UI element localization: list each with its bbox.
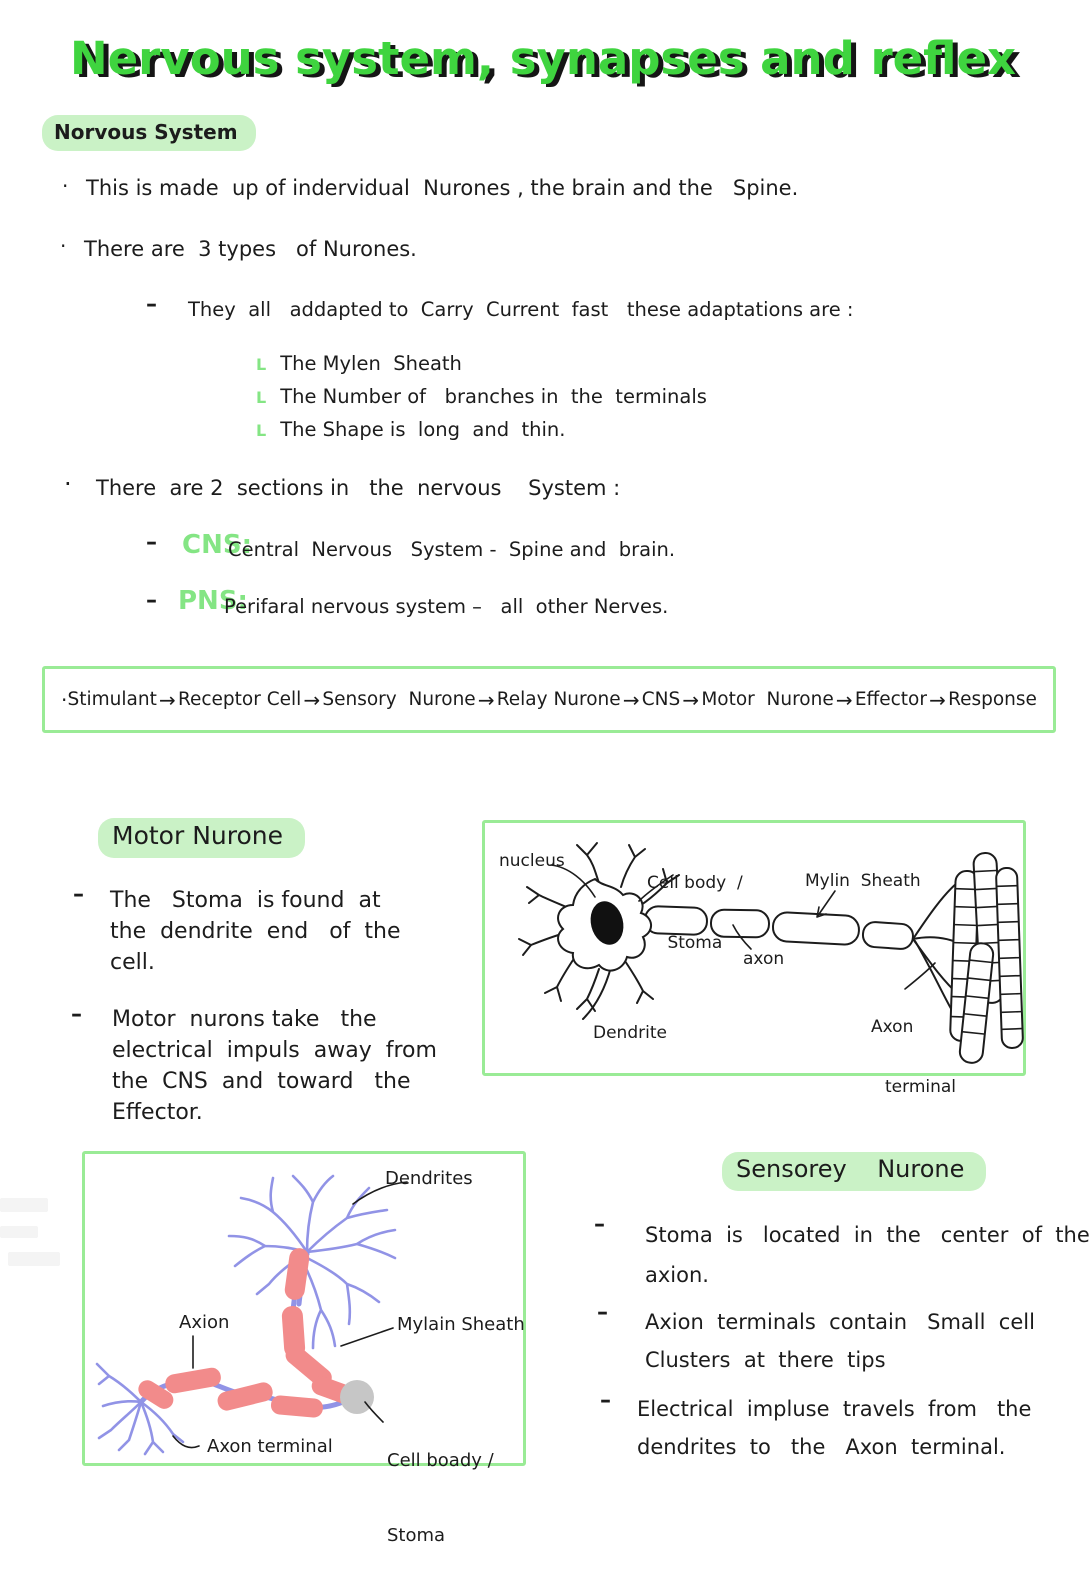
page-title: Nervous system, synapses and reflex <box>70 32 1017 85</box>
dash-marker: – <box>73 882 84 907</box>
text-line: cell. <box>110 950 155 975</box>
label-axon-terminal <box>871 977 956 1137</box>
bullet-marker: · <box>62 174 69 198</box>
label-dendrites: Dendrites <box>385 1168 473 1189</box>
corner-bullet-icon: L <box>256 355 267 374</box>
section-heading-sensory-nurone: Sensorey Nurone <box>722 1152 986 1191</box>
label-cell-body <box>387 1408 494 1588</box>
bullet-marker: · <box>64 470 72 498</box>
text-line: Effector. <box>112 1100 203 1125</box>
text-line: electrical impuls away from <box>112 1038 437 1063</box>
text-line: terminal <box>885 1077 957 1097</box>
label-nucleus: nucleus <box>499 851 565 871</box>
adaptation-myelin: The Mylen Sheath <box>280 352 462 375</box>
dash-marker: – <box>71 1002 82 1027</box>
arrow-icon: → <box>159 687 176 712</box>
text-line: Cell body / <box>647 873 743 893</box>
label-axon: axon <box>743 949 785 969</box>
text-line: Clusters at there tips <box>645 1348 886 1372</box>
section-heading-motor-nurone: Motor Nurone <box>98 818 305 858</box>
dash-marker: – <box>146 292 157 317</box>
reflex-arc-flowchart <box>42 666 1056 733</box>
sensory-neuron-diagram <box>82 1151 526 1546</box>
dash-marker: – <box>594 1212 605 1237</box>
text-line: Cell boady / <box>387 1450 494 1471</box>
arrow-icon: → <box>303 687 321 712</box>
arrow-icon: → <box>477 687 495 712</box>
flow-step-stimulant: Stimulant <box>67 689 157 710</box>
bullet-marker: · <box>60 234 67 258</box>
sensory-note-stoma <box>645 1215 1090 1295</box>
arrow-icon: → <box>835 687 853 712</box>
section-heading-nervous-system: Norvous System <box>42 115 256 151</box>
dash-marker: – <box>146 530 157 555</box>
text-line: Electrical impluse travels from the <box>637 1397 1032 1421</box>
motor-note-impulse-direction <box>112 1004 437 1128</box>
cns-label: CNS: <box>182 530 252 560</box>
note-line-made-up-of: This is made up of indervidual Nurones , the brain and the Spine. <box>86 176 799 200</box>
text-line: Stoma is located in the center of the <box>645 1223 1090 1247</box>
watermark-remnant <box>8 1252 60 1266</box>
dash-marker: – <box>146 588 157 613</box>
adaptation-shape: The Shape is long and thin. <box>280 418 566 441</box>
adaptation-branches: The Number of branches in the terminals <box>280 385 707 408</box>
watermark-remnant <box>0 1226 38 1238</box>
flow-step-relay-nurone: Relay Nurone <box>496 689 621 710</box>
corner-bullet-icon: L <box>256 388 267 407</box>
label-axon-terminal: Axon terminal <box>207 1436 333 1457</box>
flow-step-response: Response <box>948 689 1037 710</box>
adaptations-list <box>256 352 707 441</box>
label-myelin-sheath: Mylain Sheath <box>397 1314 525 1335</box>
flow-step-effector: Effector <box>854 689 927 710</box>
text-line: the CNS and toward the <box>112 1069 411 1094</box>
pns-text: Perifaral nervous system – all other Nerves. <box>224 595 669 618</box>
arrow-icon: → <box>622 687 640 712</box>
sensory-note-impulse <box>637 1390 1031 1466</box>
list-item <box>256 385 707 408</box>
label-axon: Axion <box>179 1312 230 1333</box>
bullet-marker: · <box>61 687 68 712</box>
dash-marker: – <box>600 1388 611 1413</box>
text-line: Motor nurons take the <box>112 1007 377 1032</box>
text-line: The Stoma is found at <box>110 888 381 913</box>
text-line: Axion terminals contain Small cell <box>645 1310 1035 1334</box>
flow-step-motor-nurone: Motor Nurone <box>701 689 834 710</box>
label-dendrite: Dendrite <box>593 1023 667 1043</box>
label-myelin-sheath: Mylin Sheath <box>805 871 921 891</box>
text-line: Stoma <box>667 933 723 953</box>
text-line: axion. <box>645 1263 709 1287</box>
note-line-two-sections: There are 2 sections in the nervous System : <box>96 476 621 500</box>
text-line: Stoma <box>387 1525 446 1546</box>
pns-label: PNS: <box>178 586 248 616</box>
label-cell-body <box>647 833 743 993</box>
text-line: Axon <box>871 1017 914 1037</box>
flow-step-sensory-nurone: Sensory Nurone <box>322 689 476 710</box>
dash-marker: – <box>597 1300 608 1325</box>
flow-step-receptor-cell: Receptor Cell <box>177 689 302 710</box>
list-item <box>256 352 707 375</box>
flow-step-cns: CNS <box>641 689 681 710</box>
list-item <box>256 418 707 441</box>
text-line: the dendrite end of the <box>110 919 401 944</box>
text-line: dendrites to the Axon terminal. <box>637 1435 1006 1459</box>
sensory-note-terminals <box>645 1303 1035 1379</box>
motor-neuron-diagram <box>482 820 1026 1097</box>
arrow-icon: → <box>682 687 700 712</box>
motor-note-stoma <box>110 885 401 978</box>
corner-bullet-icon: L <box>256 421 267 440</box>
watermark-remnant <box>0 1198 48 1212</box>
note-line-adaptations-intro: They all addapted to Carry Current fast these adaptations are : <box>188 298 854 321</box>
cns-text: Central Nervous System - Spine and brain. <box>228 538 676 561</box>
note-line-three-types: There are 3 types of Nurones. <box>84 237 417 261</box>
arrow-icon: → <box>929 687 946 712</box>
